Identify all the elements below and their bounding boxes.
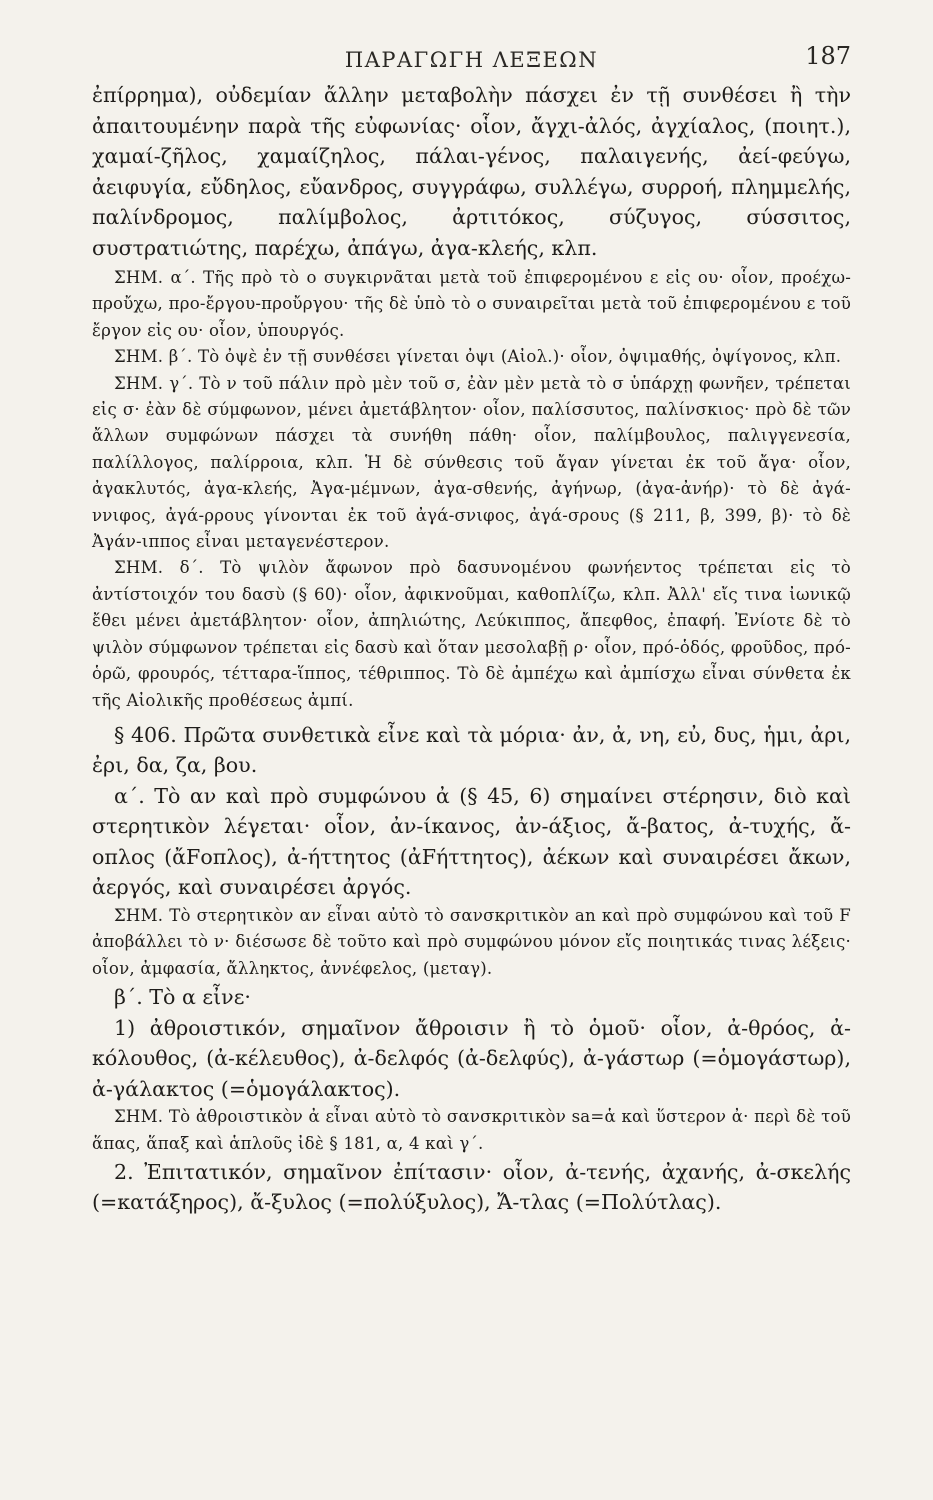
note-collective: ΣΗΜ. Τὸ ἀθροιστικὸν ἀ εἶναι αὐτὸ τὸ σανσκριτικὸν sa=ἁ καὶ ὕστερον ἀ· περὶ δὲ τοῦ ἅπας, ἅπαξ καὶ ἁπλοῦς ἰδὲ § 181, α, 4 καὶ γ΄. — [92, 1107, 851, 1153]
subsection-beta: β΄. Τὸ α εἶνε· — [114, 985, 251, 1010]
section-406: § 406. Πρῶτα συνθετικὰ εἶνε καὶ τὰ μόρια· ἀν, ἀ, νη, εὐ, δυς, ἡμι, ἀρι, ἐρι, δα, ζα, βου. — [92, 722, 851, 778]
note-alpha: ΣΗΜ. α΄. Τῆς πρὸ τὸ ο συγκιρνᾶται μετὰ τοῦ ἐπιφερομένου ε εἰς ου· οἷον, προέχω-προὔχω, προ-ἔργου-προὔργου· τῆς δὲ ὑπὸ τὸ ο συναιρεῖται μετὰ τοῦ ἐπιφερομένου ε τοῦ ἔργον εἰς ου· οἷον, ὑπουργός. — [92, 268, 851, 340]
item-1-collective: 1) ἀθροιστικόν, σημαῖνον ἄθροισιν ἢ τὸ ὁμοῦ· οἷον, ἀ-θρόος, ἀ-κόλουθος, (ἀ-κέλευθος), ἀ-δελφός (ἀ-δελφύς), ἀ-γάστωρ (=ὁμογάστωρ), ἀ-γάλακτος (=ὁμογάλακτος). — [92, 1015, 851, 1101]
body-text — [92, 80, 851, 1218]
note-gamma: ΣΗΜ. γ΄. Τὸ ν τοῦ πάλιν πρὸ μὲν τοῦ σ, ἐὰν μὲν μετὰ τὸ σ ὑπάρχῃ φωνῆεν, τρέπεται εἰς σ· ἐὰν δὲ σύμφωνον, μένει ἀμετάβλητον· οἷον, παλίσσυτος, παλίνσκιος· πρὸ δὲ τῶν ἄλλων συμφώνων πάσχει τὰ συνήθη πάθη· οἷον, παλίμβουλος, παλιγγενεσία, παλίλλογος, παλίρροια, κλπ. Ἡ δὲ σύνθεσις τοῦ ἄγαν γίνεται ἐκ τοῦ ἄγα· οἷον, ἀγακλυτός, ἀγα-κλεής, Ἀγα-μέμνων, ἀγα-σθενής, ἀγήνωρ, (ἀγα-ἀνήρ)· τὸ δὲ ἀγά-ννιφος, ἀγά-ρρους γίνονται ἐκ τοῦ ἀγά-σνιφος, ἀγά-σρους (§ 211, β, 399, β)· τὸ δὲ Ἀγάν-ιππος εἶναι μεταγενέστερον. — [92, 373, 851, 552]
note-delta: ΣΗΜ. δ΄. Τὸ ψιλὸν ἄφωνον πρὸ δασυνομένου φωνήεντος τρέπεται εἰς τὸ ἀντίστοιχόν του δασὺ (§ 60)· οἷον, ἀφικνοῦμαι, καθοπλίζω, κλπ. Ἀλλ' εἴς τινα ἰωνικῷ ἔθει μένει ἀμετάβλητον· οἷον, ἀπηλιώτης, Λεύκιππος, ἄπεφθος, ἐπαφή. Ἐνίοτε δὲ τὸ ψιλὸν σύμφωνον τρέπεται εἰς δασὺ καὶ ὅταν μεσολαβῇ ρ· οἷον, πρό-ὁδός, φροῦδος, πρό-ὁρῶ, φρουρός, τέτταρα-ἵππος, τέθριππος. Τὸ δὲ ἀμπέχω καὶ ἀμπίσχω εἶναι σύνθετα ἐκ τῆς Αἰολικῆς προθέσεως ἀμπί. — [92, 558, 851, 710]
note-beta: ΣΗΜ. β΄. Τὸ ὀψὲ ἐν τῇ συνθέσει γίνεται ὀψι (Αἰολ.)· οἷον, ὀψιμαθής, ὀψίγονος, κλπ. — [114, 347, 842, 367]
page-number: 187 — [805, 42, 851, 70]
item-2-intensive: 2. Ἐπιτατικόν, σημαῖνον ἐπίτασιν· οἷον, ἀ-τενής, ἀχανής, ἀ-σκελής (=κατάξηρος), ἄ-ξυλος (=πολύξυλος), Ἄ-τλας (=Πολύτλας). — [92, 1159, 851, 1215]
running-title: ΠΑΡΑΓΩΓΗ ΛΕΞΕΩΝ — [344, 48, 599, 72]
note-privative: ΣΗΜ. Τὸ στερητικὸν αν εἶναι αὐτὸ τὸ σανσκριτικὸν an καὶ πρὸ συμφώνου καὶ τοῦ F ἀποβάλλει τὸ ν· διέσωσε δὲ τοῦτο καὶ πρὸ συμφώνου μόνον εἴς ποιητικάς τινας λέξεις· οἷον, ἀμφασία, ἄλληκτος, ἀννέφελος, (μεταγ). — [92, 905, 851, 978]
paragraph-continuation: ἐπίρρημα), οὐδεμίαν ἄλλην μεταβολὴν πάσχει ἐν τῇ συνθέσει ἢ τὴν ἀπαιτουμένην παρὰ τῆς εὐφωνίας· οἷον, ἄγχι-ἀλός, ἀγχίαλος, (ποιητ.), χαμαί-ζῆλος, χαμαίζηλος, πάλαι-γένος, παλαιγενής, ἀεί-φεύγω, ἀειφυγία, εὔδηλος, εὔανδρος, συγγράφω, συλλέγω, συρροή, πλημμελής, παλίνδρομος, παλίμβολος, ἀρτιτόκος, σύζυγος, σύσσιτος, συστρατιώτης, παρέχω, ἀπάγω, ἀγα-κλεής, κλπ. — [92, 83, 851, 260]
subsection-alpha: α΄. Τὸ αν καὶ πρὸ συμφώνου ἀ (§ 45, 6) σημαίνει στέρησιν, διὸ καὶ στερητικὸν λέγεται· οἷον, ἀν-ίκανος, ἀν-άξιος, ἄ-βατος, ἀ-τυχής, ἄ-οπλος (ἄFοπλος), ἀ-ήττητος (ἀFήττητος), ἀέκων καὶ συναιρέσει ἄκων, ἀεργός, καὶ συναιρέσει ἀργός. — [92, 783, 851, 900]
running-head — [92, 40, 851, 80]
